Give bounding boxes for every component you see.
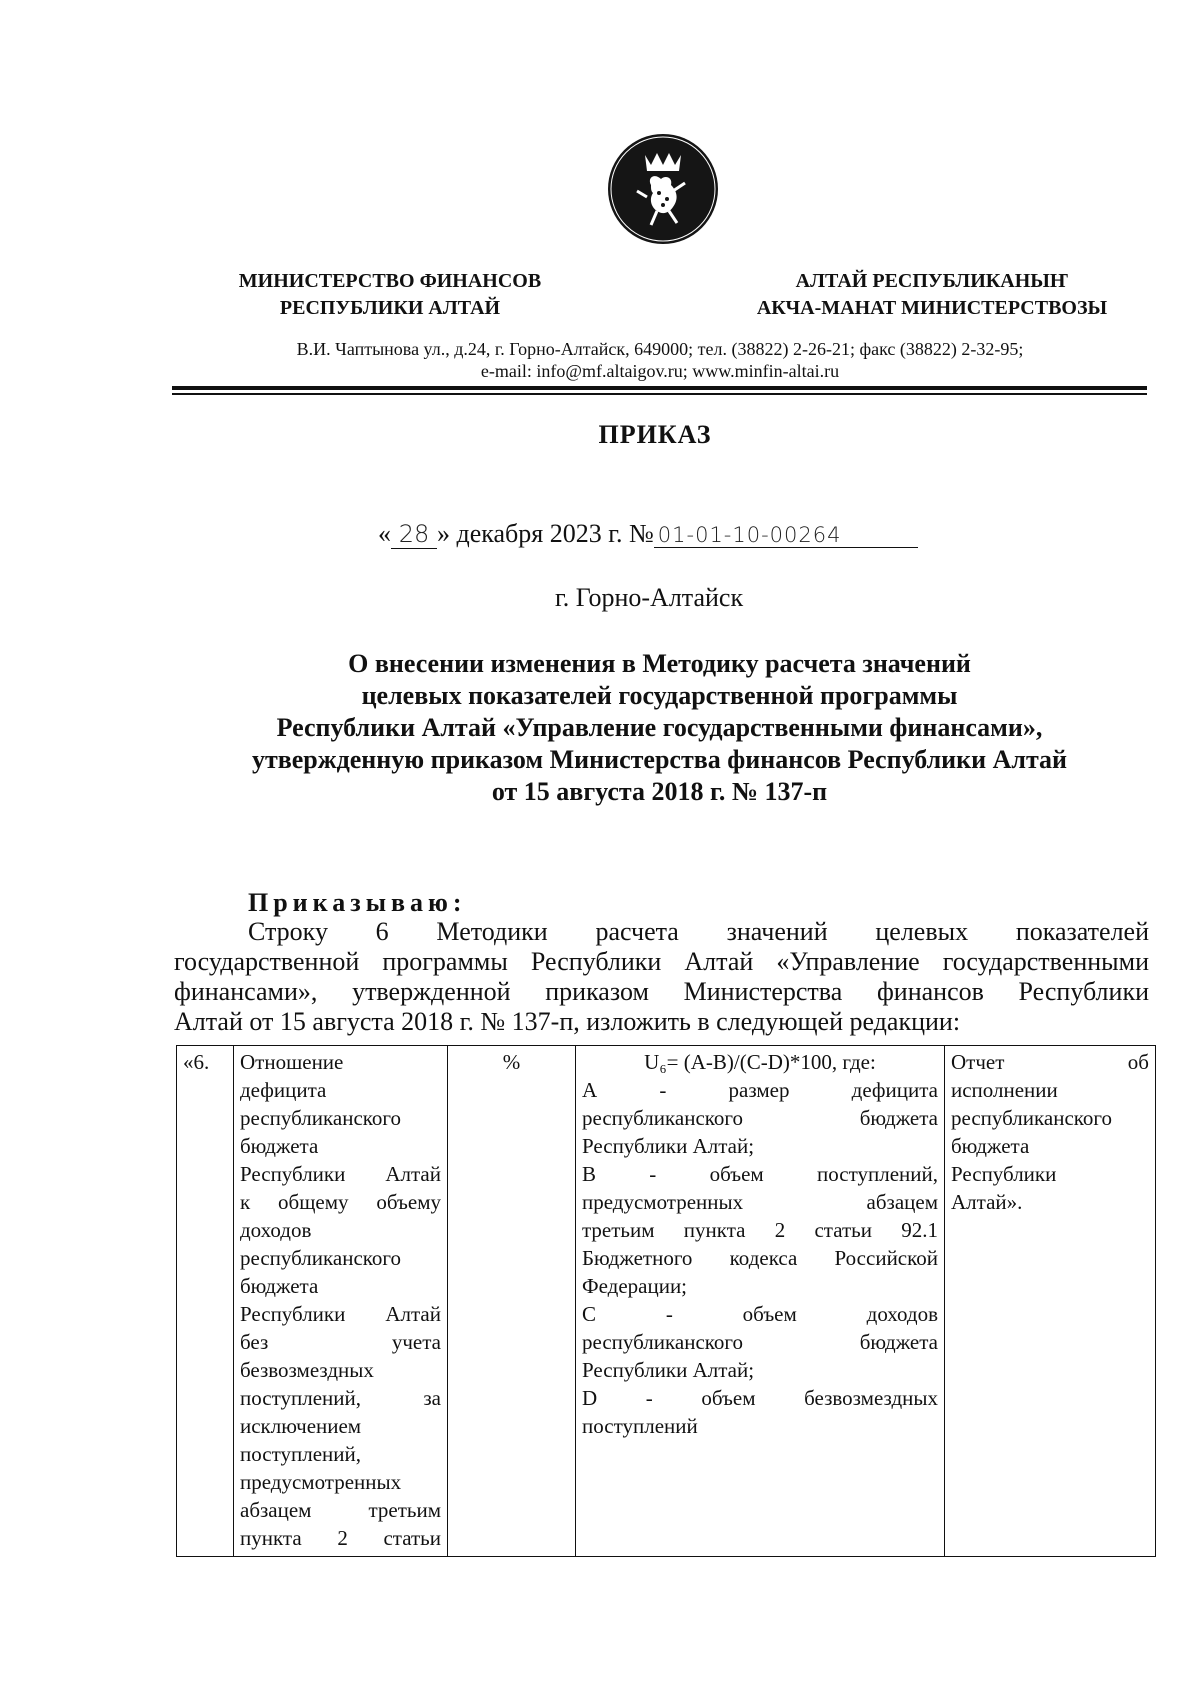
body-line: Алтай от 15 августа 2018 г. № 137-п, изложить в следующей редакции:: [174, 1007, 961, 1036]
indicator-table: [176, 1045, 1156, 1557]
name-line: республиканского: [240, 1106, 401, 1130]
name-line: поступлений,: [240, 1442, 361, 1466]
body-line: государственной программы Республики Алтай «Управление государственными: [174, 947, 1149, 976]
row-number: «6.: [183, 1050, 210, 1074]
formula-line: В - объем поступлений,: [582, 1162, 938, 1186]
formula-line: Федерации;: [582, 1274, 688, 1298]
name-line: Отношение: [240, 1050, 344, 1074]
handwritten-order-number: 01-01-10-00264: [654, 523, 918, 548]
formula-line: Бюджетного кодекса Российской: [582, 1246, 938, 1270]
header-divider-thick: [172, 386, 1147, 390]
formula-line: D - объем безвозмездных: [582, 1386, 938, 1410]
formula-line: А - размер дефицита: [582, 1078, 938, 1102]
body-line: финансами», утвержденной приказом Министерства финансов Республики: [174, 977, 1149, 1006]
ministry-name-ru-line2: РЕСПУБЛИКИ АЛТАЙ: [279, 297, 501, 319]
name-line: безвозмездных: [240, 1358, 374, 1382]
subject-line: О внесении изменения в Методику расчета значений: [348, 649, 971, 678]
order-body: [174, 917, 1149, 1037]
formula-line: поступлений: [582, 1414, 698, 1438]
name-line: бюджета: [240, 1274, 319, 1298]
handwritten-day: 28: [391, 520, 437, 549]
name-line: Республики Алтай: [240, 1162, 441, 1186]
name-line: исключением: [240, 1414, 362, 1438]
ministry-name-alt-line1: АЛТАЙ РЕСПУБЛИКАНЫҤ: [795, 270, 1069, 292]
name-line: дефицита: [240, 1078, 327, 1102]
indicator-name-cell: [234, 1046, 448, 1557]
date-open-quote: «: [378, 519, 391, 548]
name-line: предусмотренных: [240, 1470, 402, 1494]
ministry-name-alt-line2: АКЧА-МАНАТ МИНИСТЕРСТВОЗЫ: [756, 297, 1108, 319]
source-line: исполнении: [951, 1078, 1058, 1102]
ministry-name-ru-line1: МИНИСТЕРСТВО ФИНАНСОВ: [238, 270, 542, 292]
source-line: Республики: [951, 1162, 1057, 1186]
city-line: г. Горно-Алтайск: [555, 583, 744, 612]
subject-line: Республики Алтай «Управление государственными финансами»,: [276, 713, 1043, 742]
formula-line: третьим пункта 2 статьи 92.1: [582, 1218, 938, 1242]
body-line: Строку 6 Методики расчета значений целевых показателей: [248, 917, 1149, 946]
row-number-cell: [177, 1046, 234, 1557]
name-line: доходов: [240, 1218, 312, 1242]
altai-emblem-icon: [607, 133, 719, 245]
header-divider-thin: [172, 393, 1147, 395]
subject-line: целевых показателей государственной программы: [361, 681, 958, 710]
source-line: республиканского: [951, 1106, 1112, 1130]
formula-line: С - объем доходов: [582, 1302, 938, 1326]
order-directive: Приказываю:: [248, 888, 467, 917]
formula-line: Республики Алтай;: [582, 1134, 755, 1158]
name-line: абзацем третьим: [240, 1498, 441, 1522]
formula-line: республиканского бюджета: [582, 1106, 938, 1130]
date-month-year: » декабря 2023 г. №: [437, 519, 654, 548]
subject-line: от 15 августа 2018 г. № 137-п: [491, 777, 828, 806]
formula-line: предусмотренных абзацем: [582, 1190, 938, 1214]
formula-line: республиканского бюджета: [582, 1330, 938, 1354]
source-line: Отчет об: [951, 1050, 1149, 1074]
name-line: бюджета: [240, 1134, 319, 1158]
source-cell: [945, 1046, 1156, 1557]
ministry-name-russian: [210, 268, 570, 322]
source-line: бюджета: [951, 1134, 1030, 1158]
name-line: Республики Алтай: [240, 1302, 441, 1326]
date-number-line: [378, 519, 918, 549]
table-row: [177, 1046, 1156, 1557]
subject-line: утвержденную приказом Министерства финансов Республики Алтай: [251, 745, 1068, 774]
unit-value: %: [502, 1050, 521, 1074]
name-line: республиканского: [240, 1246, 401, 1270]
formula-head: U₆= (A-B)/(C-D)*100, где:: [644, 1050, 876, 1074]
formula-cell: [576, 1046, 945, 1557]
contacts-line: e-mail: info@mf.altaigov.ru; www.minfin-altai.ru: [480, 361, 840, 381]
name-line: пункта 2 статьи: [240, 1526, 441, 1550]
document-title: ПРИКАЗ: [598, 420, 712, 449]
name-line: поступлений, за: [240, 1386, 441, 1410]
source-line: Алтай».: [951, 1190, 1023, 1214]
order-subject: [172, 648, 1147, 808]
ministry-name-altai: [732, 268, 1132, 322]
name-line: к общему объему: [240, 1190, 441, 1214]
name-line: без учета: [240, 1330, 441, 1354]
unit-cell: [448, 1046, 576, 1557]
contact-address: [160, 338, 1160, 382]
formula-line: Республики Алтай;: [582, 1358, 755, 1382]
address-line: В.И. Чаптынова ул., д.24, г. Горно-Алтайск, 649000; тел. (38822) 2-26-21; факс (38822) 2-32-95;: [296, 339, 1024, 359]
